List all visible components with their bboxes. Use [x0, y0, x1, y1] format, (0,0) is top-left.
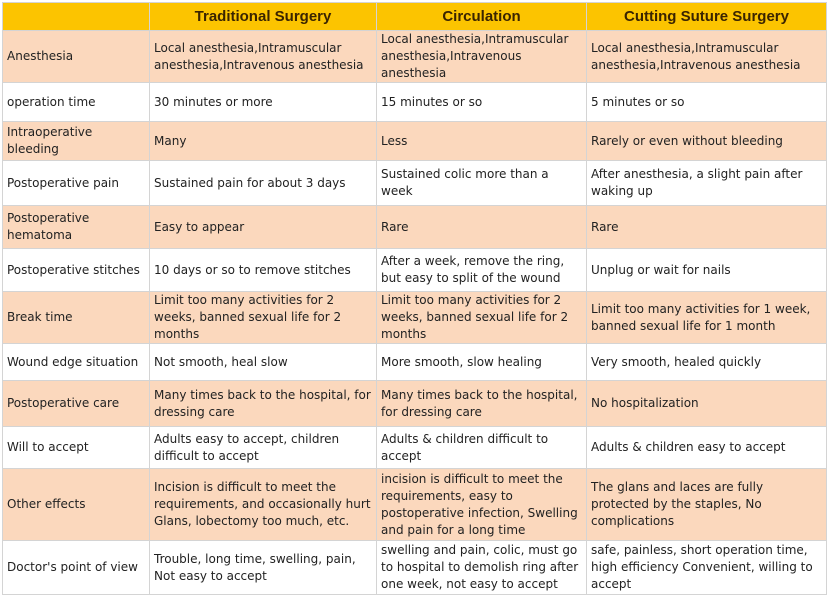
table-cell: Adults easy to accept, children difficult to accept	[150, 427, 377, 469]
table-row	[3, 427, 827, 469]
row-label: Intraoperative bleeding	[3, 122, 150, 161]
table-cell: Unplug or wait for nails	[587, 249, 827, 292]
table-cell: The glans and laces are fully protected by the staples, No complications	[587, 469, 827, 541]
table-cell: After a week, remove the ring, but easy to split of the wound	[377, 249, 587, 292]
table-cell: Very smooth, healed quickly	[587, 344, 827, 381]
row-label: operation time	[3, 83, 150, 122]
header-cell-circulation: Circulation	[377, 3, 587, 31]
table-cell: No hospitalization	[587, 381, 827, 427]
row-label: Doctor's point of view	[3, 541, 150, 595]
table-row	[3, 122, 827, 161]
table-row	[3, 83, 827, 122]
table-cell: Adults & children difficult to accept	[377, 427, 587, 469]
row-label: Postoperative hematoma	[3, 206, 150, 249]
row-label: Postoperative stitches	[3, 249, 150, 292]
table-row	[3, 541, 827, 595]
table-cell: Less	[377, 122, 587, 161]
table-row	[3, 292, 827, 344]
table-cell: Sustained colic more than a week	[377, 161, 587, 206]
table-cell: Local anesthesia,Intramuscular anesthesia,Intravenous anesthesia	[587, 31, 827, 83]
row-label: Anesthesia	[3, 31, 150, 83]
table-cell: swelling and pain, colic, must go to hospital to demolish ring after one week, not easy to accept	[377, 541, 587, 595]
row-label: Postoperative pain	[3, 161, 150, 206]
table-row	[3, 206, 827, 249]
table-cell: Local anesthesia,Intramuscular anesthesia,Intravenous anesthesia	[150, 31, 377, 83]
table-cell: Limit too many activities for 2 weeks, banned sexual life for 2 months	[377, 292, 587, 344]
header-cell-cutting-suture-surgery: Cutting Suture Surgery	[587, 3, 827, 31]
table-cell: Many	[150, 122, 377, 161]
table-row	[3, 249, 827, 292]
row-label: Other effects	[3, 469, 150, 541]
table-cell: incision is difficult to meet the requirements, easy to postoperative infection, Swelling and pain for a long time	[377, 469, 587, 541]
table-cell: Incision is difficult to meet the requirements, and occasionally hurt Glans, lobectomy too much, etc.	[150, 469, 377, 541]
table-cell: Not smooth, heal slow	[150, 344, 377, 381]
table-cell: Rare	[377, 206, 587, 249]
table-row	[3, 381, 827, 427]
header-cell-criteria	[3, 3, 150, 31]
row-label: Postoperative care	[3, 381, 150, 427]
table-cell: Many times back to the hospital, for dressing care	[377, 381, 587, 427]
row-label: Break time	[3, 292, 150, 344]
table-cell: Easy to appear	[150, 206, 377, 249]
comparison-table	[2, 2, 827, 595]
table-cell: Many times back to the hospital, for dressing care	[150, 381, 377, 427]
table-cell: More smooth, slow healing	[377, 344, 587, 381]
row-label: Will to accept	[3, 427, 150, 469]
table-cell: 5 minutes or so	[587, 83, 827, 122]
row-label: Wound edge situation	[3, 344, 150, 381]
table-cell: After anesthesia, a slight pain after waking up	[587, 161, 827, 206]
table-row	[3, 161, 827, 206]
table-cell: Rare	[587, 206, 827, 249]
table-row	[3, 31, 827, 83]
table-cell: Limit too many activities for 2 weeks, banned sexual life for 2 months	[150, 292, 377, 344]
table-cell: 15 minutes or so	[377, 83, 587, 122]
table-cell: Sustained pain for about 3 days	[150, 161, 377, 206]
table-row	[3, 344, 827, 381]
table-cell: Rarely or even without bleeding	[587, 122, 827, 161]
table-row	[3, 469, 827, 541]
header-row	[3, 3, 827, 31]
table-cell: 10 days or so to remove stitches	[150, 249, 377, 292]
header-cell-traditional-surgery: Traditional Surgery	[150, 3, 377, 31]
table-cell: Adults & children easy to accept	[587, 427, 827, 469]
table-cell: 30 minutes or more	[150, 83, 377, 122]
table-cell: Limit too many activities for 1 week, banned sexual life for 1 month	[587, 292, 827, 344]
table-cell: Local anesthesia,Intramuscular anesthesia,Intravenous anesthesia	[377, 31, 587, 83]
table-cell: Trouble, long time, swelling, pain, Not easy to accept	[150, 541, 377, 595]
table-cell: safe, painless, short operation time, high efficiency Convenient, willing to accept	[587, 541, 827, 595]
